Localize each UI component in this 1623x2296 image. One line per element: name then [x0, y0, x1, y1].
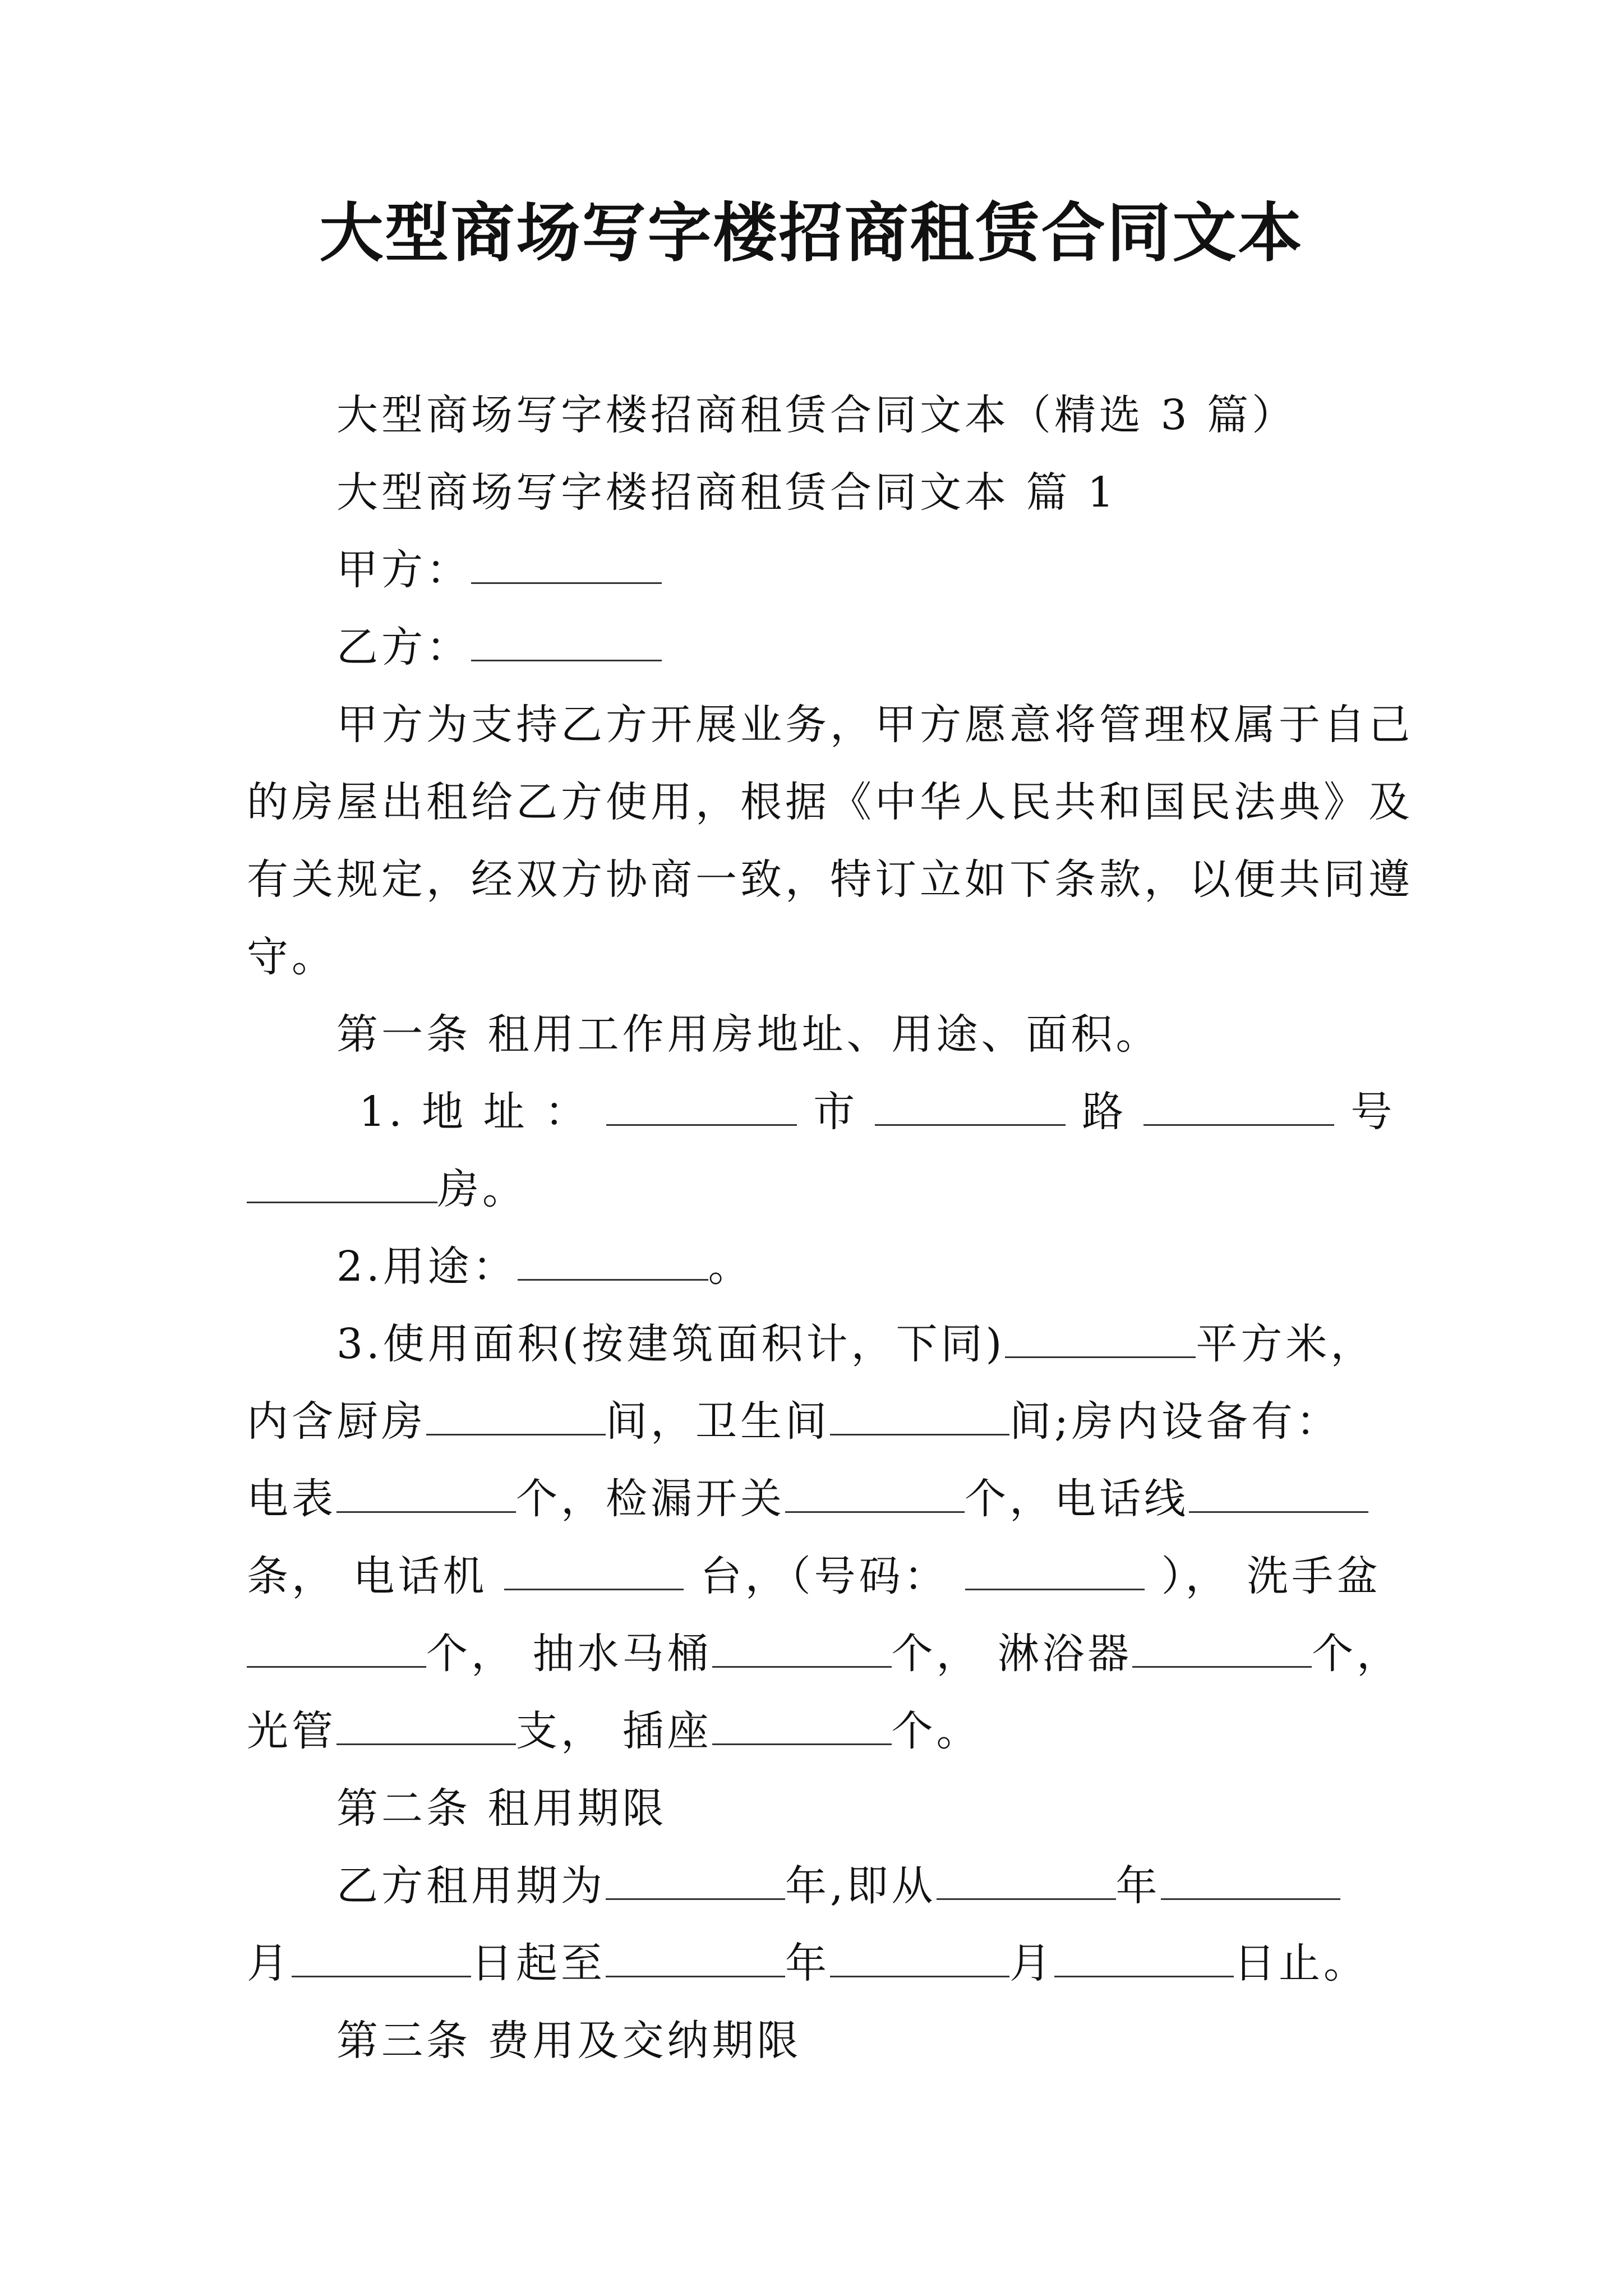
phone-number-label: 台，（号码： [700, 1552, 949, 1600]
kitchen-label: 内含厨房 [247, 1397, 426, 1446]
area-blank [1005, 1319, 1196, 1358]
year2-label: 年 [785, 1939, 830, 1987]
room-blank [247, 1165, 437, 1203]
road-blank [875, 1087, 1066, 1126]
use-line [336, 1239, 1376, 1295]
document-subtitle: 大型商场写字楼招商租赁合同文本（精选 3 篇） [336, 391, 1297, 439]
city-blank [606, 1087, 797, 1126]
year-from-label: 年,即从 [785, 1862, 937, 1910]
month2-label: 月 [1009, 1939, 1054, 1987]
room-line [247, 1161, 1376, 1217]
tube-label: 光管 [247, 1707, 336, 1755]
toilet-label: 个， 抽水马桶 [426, 1630, 712, 1678]
party-a-blank [471, 545, 662, 584]
wash-basin-label: ）， 洗手盆 [1161, 1552, 1382, 1600]
kitchen-blank [426, 1397, 606, 1435]
equipment-label: 间;房内设备有： [1009, 1397, 1341, 1446]
term-line [336, 1858, 1376, 1914]
leak-switch-label: 个，检漏开关 [516, 1475, 785, 1523]
address-line [359, 1084, 1396, 1140]
room-label: 房。 [437, 1165, 527, 1213]
term-label: 乙方租用期为 [336, 1862, 606, 1910]
party-a-label: 甲方： [336, 546, 471, 594]
use-blank [518, 1242, 708, 1281]
section-title: 大型商场写字楼招商租赁合同文本 篇 1 [336, 468, 1118, 517]
toilet-line [247, 1626, 1402, 1682]
number-blank [1144, 1087, 1334, 1126]
leak-switch-blank [785, 1474, 965, 1513]
socket-label: 支， 插座 [516, 1707, 712, 1755]
meter-label: 电表 [247, 1475, 336, 1523]
toilet-blank [712, 1629, 892, 1668]
end-day-blank [1054, 1939, 1234, 1977]
year-label: 年 [1115, 1862, 1161, 1910]
shower-label: 个， 淋浴器 [891, 1630, 1133, 1678]
shower-blank [1132, 1629, 1312, 1668]
city-label: 市 [813, 1088, 859, 1136]
meter-blank [336, 1474, 516, 1513]
end-month-blank [830, 1939, 1009, 1977]
intro-line-1: 甲方为支持乙方开展业务，甲方愿意将管理权属于自己 [336, 701, 1413, 749]
bathroom-label: 间，卫生间 [606, 1397, 830, 1446]
tube-blank [336, 1706, 516, 1745]
month-label: 月 [247, 1939, 292, 1987]
kitchen-line [247, 1393, 1376, 1450]
party-b-line [336, 619, 1376, 675]
phone-label: 条， 电话机 [247, 1552, 488, 1600]
term-dates-line [247, 1935, 1376, 1991]
phone-line-blank [1189, 1474, 1368, 1513]
socket-blank [712, 1706, 892, 1745]
socket-unit: 个。 [891, 1707, 981, 1755]
area-line [336, 1316, 1376, 1372]
document-title: 大型商场写字楼招商租赁合同文本 [319, 195, 1304, 270]
intro-line-3: 有关规定，经双方协商一致，特订立如下条款，以便共同遵 [247, 855, 1413, 904]
area-label: 3.使用面积(按建筑面积计，下同) [336, 1320, 1006, 1368]
article3-heading: 第三条 费用及交纳期限 [336, 2017, 802, 2065]
wash-basin-blank [247, 1629, 426, 1668]
intro-line-4: 守。 [247, 933, 336, 981]
article2-heading: 第二条 租用期限 [336, 1784, 667, 1833]
term-blank [606, 1861, 785, 1900]
party-a-line [336, 542, 1376, 598]
phone-number-blank [965, 1552, 1145, 1590]
phone-line [247, 1548, 1382, 1604]
phone-blank [504, 1552, 684, 1590]
day-from-to-label: 日起至 [471, 1939, 606, 1987]
party-b-label: 乙方： [336, 623, 471, 671]
phone-line-label: 个，电话线 [965, 1475, 1189, 1523]
start-year-blank [937, 1861, 1116, 1900]
shower-unit: 个， [1312, 1630, 1402, 1678]
use-end: 。 [708, 1243, 753, 1291]
start-month-blank [1161, 1861, 1340, 1900]
party-b-blank [471, 623, 662, 661]
day-end-label: 日止。 [1234, 1939, 1368, 1987]
bathroom-blank [830, 1397, 1009, 1435]
article1-heading: 第一条 租用工作用房地址、用途、面积。 [336, 1010, 1161, 1059]
start-day-blank [292, 1939, 471, 1977]
tube-line [247, 1703, 1376, 1759]
use-label: 2.用途： [336, 1243, 518, 1291]
meter-line [247, 1471, 1376, 1527]
address-label: 1. 地 址 ： [359, 1088, 590, 1136]
road-label: 路 [1082, 1088, 1127, 1136]
number-label: 号 [1350, 1088, 1396, 1136]
sqm-label: 平方米， [1196, 1320, 1376, 1368]
end-year-blank [606, 1939, 785, 1977]
intro-line-2: 的房屋出租给乙方使用，根据《中华人民共和国民法典》及 [247, 778, 1413, 826]
